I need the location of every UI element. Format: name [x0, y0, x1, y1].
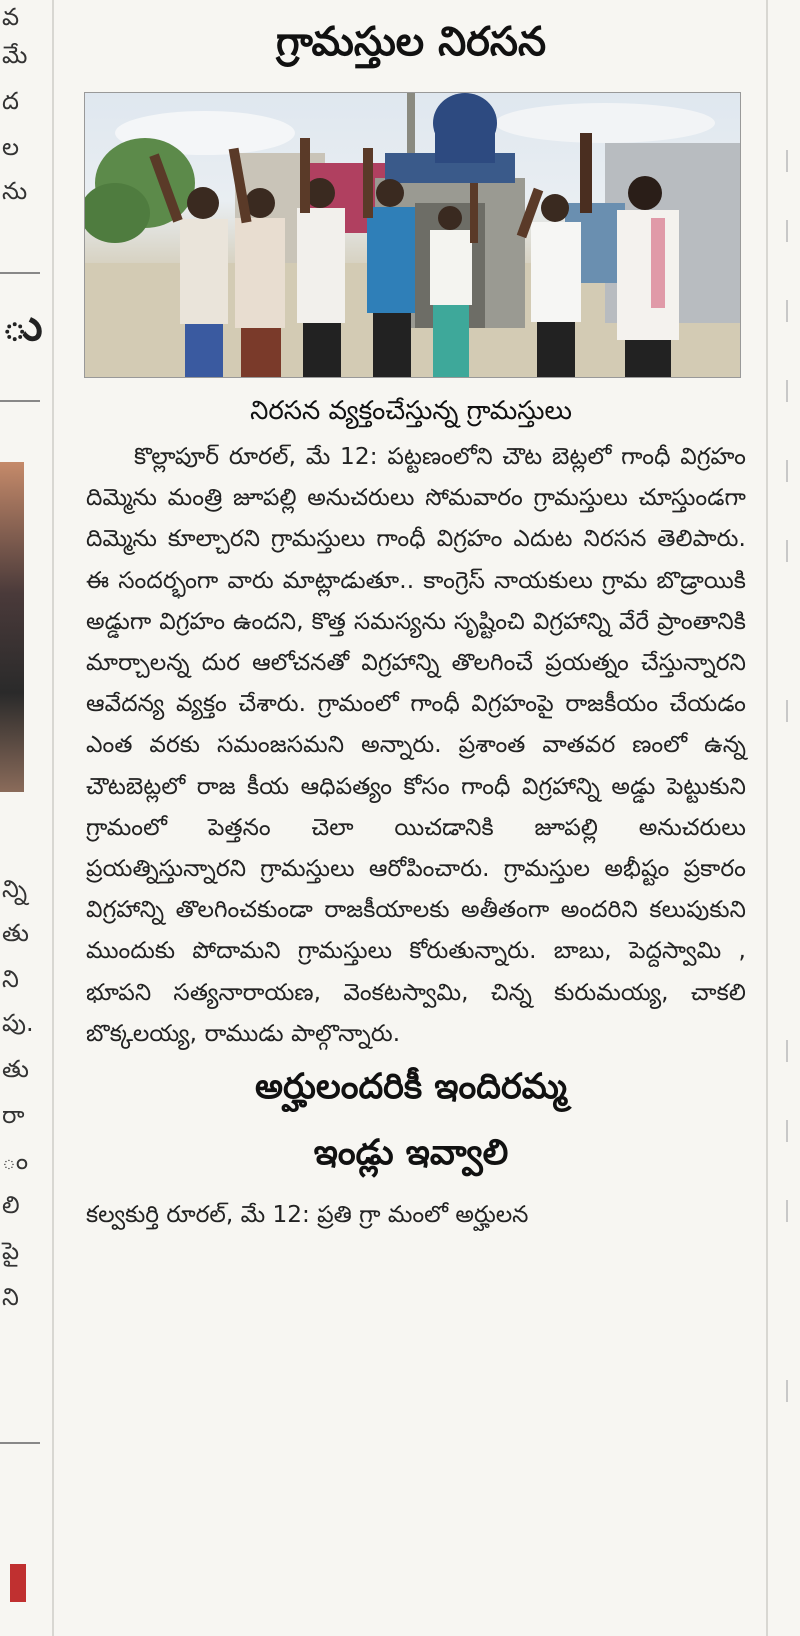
protest-photo-illustration [85, 93, 740, 377]
left-divider [0, 1442, 40, 1444]
right-mark [786, 1200, 800, 1222]
left-red-fragment [10, 1564, 26, 1602]
left-fragment: తు [2, 1055, 29, 1083]
right-mark [786, 220, 800, 242]
right-mark [786, 700, 800, 722]
left-fragment: లి [2, 1191, 20, 1219]
left-fragment: ద [2, 87, 19, 115]
article-column [76, 0, 746, 1235]
right-column-clipped [770, 0, 800, 1636]
left-fragment: వ [2, 3, 20, 31]
left-fragment: న్ని [2, 875, 28, 903]
left-divider [0, 272, 40, 274]
second-headline-line1: అర్హులందరికీ ఇందిరమ్మ [255, 1067, 567, 1108]
second-article-body-text: కల్వకుర్తి రూరల్, మే 12: ప్రతి గ్రా మంలో అర్హులన [86, 1201, 529, 1229]
right-mark [786, 540, 800, 562]
left-big-char: ు [2, 300, 43, 351]
left-fragment: తు [2, 919, 29, 947]
left-fragment: ం [2, 1147, 29, 1175]
column-rule-right [766, 0, 768, 1636]
right-mark [786, 150, 800, 172]
article-body-text: కొల్లాపూర్ రూరల్, మే 12: పట్టణంలోని చౌట బెట్లలో గాంధీ విగ్రహం దిమ్మెను మంత్రి జూపల్లి అనుచరులు సోమవారం గ్రామస్తులు చూస్తుండగా దిమ్మెను కూల్చారని గ్రామస్తులు గాంధీ విగ్రహం ఎదుట నిరసన తెలిపారు. ఈ సందర్భంగా వారు మాట్లాడుతూ.. కాంగ్రెస్ నాయకులు గ్రామ బొడ్రాయికి అడ్డుగా విగ్రహం ఉందని, కొత్త సమస్యను సృష్టించి విగ్రహాన్ని వేరే ప్రాంతానికి మార్చాలన్న దుర ఆలోచనతో విగ్రహాన్ని తొలగించే ప్రయత్నం చేస్తున్నారని ఆవేదన్య వ్యక్తం చేశారు. గ్రామంలో గాంధీ విగ్రహంపై రాజకీయం చేయడం ఎంత వరకు సమంజసమని అన్నారు. ప్రశాంత వాతవర ణంలో ఉన్న చౌటబెట్లలో రాజ కీయ ఆధిపత్యం కోసం గాంధీ విగ్రహాన్ని అడ్డు పెట్టుకుని గ్రామంలో పెత్తనం చెలా యిచడానికి జూపల్లి అనుచరులు ప్రయత్నిస్తున్నారని గ్రామస్తులు ఆరోపించారు. గ్రామస్తుల అభీష్టం ప్రకారం విగ్రహాన్ని తొలగించకుండా రాజకీయాలకు అతీతంగా అందరిని కలుపుకుని ముందుకు పోదామని గ్రామస్తులు కోరుతున్నారు. బాబు, పెద్దస్వామి , భూపని సత్యనారాయణ, వెంకటస్వామి, చిన్న కురుమయ్య, చాకలి బొక్కలయ్య, రాముడు పాల్గొన్నారు. [86, 443, 746, 1047]
right-mark [786, 1380, 800, 1402]
right-mark [786, 1120, 800, 1142]
article-body [86, 436, 746, 1054]
photo-caption: నిరసన వ్యక్తంచేస్తున్న గ్రామస్తులు [250, 396, 572, 426]
left-photo-fragment [0, 462, 24, 792]
second-headline-line2: ఇండ్లు ఇవ్వాలి [313, 1133, 509, 1174]
left-fragment: పై [2, 1237, 20, 1265]
left-fragment: పు. [2, 1009, 34, 1037]
article-headline: గ్రామస్తుల నిరసన [275, 19, 547, 65]
second-article-body [86, 1194, 746, 1235]
column-rule-left [52, 0, 54, 1636]
left-fragment: మే [2, 41, 28, 69]
left-fragment: రా [2, 1101, 25, 1129]
right-mark [786, 1040, 800, 1062]
right-mark [786, 300, 800, 322]
right-mark [786, 460, 800, 482]
right-mark [786, 380, 800, 402]
news-photo [84, 92, 741, 378]
left-fragment: ని [2, 965, 19, 993]
left-column-clipped [0, 0, 46, 1636]
left-divider [0, 400, 40, 402]
left-fragment: ను [2, 177, 28, 205]
left-fragment: ల [2, 133, 20, 161]
left-fragment: ని [2, 1283, 19, 1311]
